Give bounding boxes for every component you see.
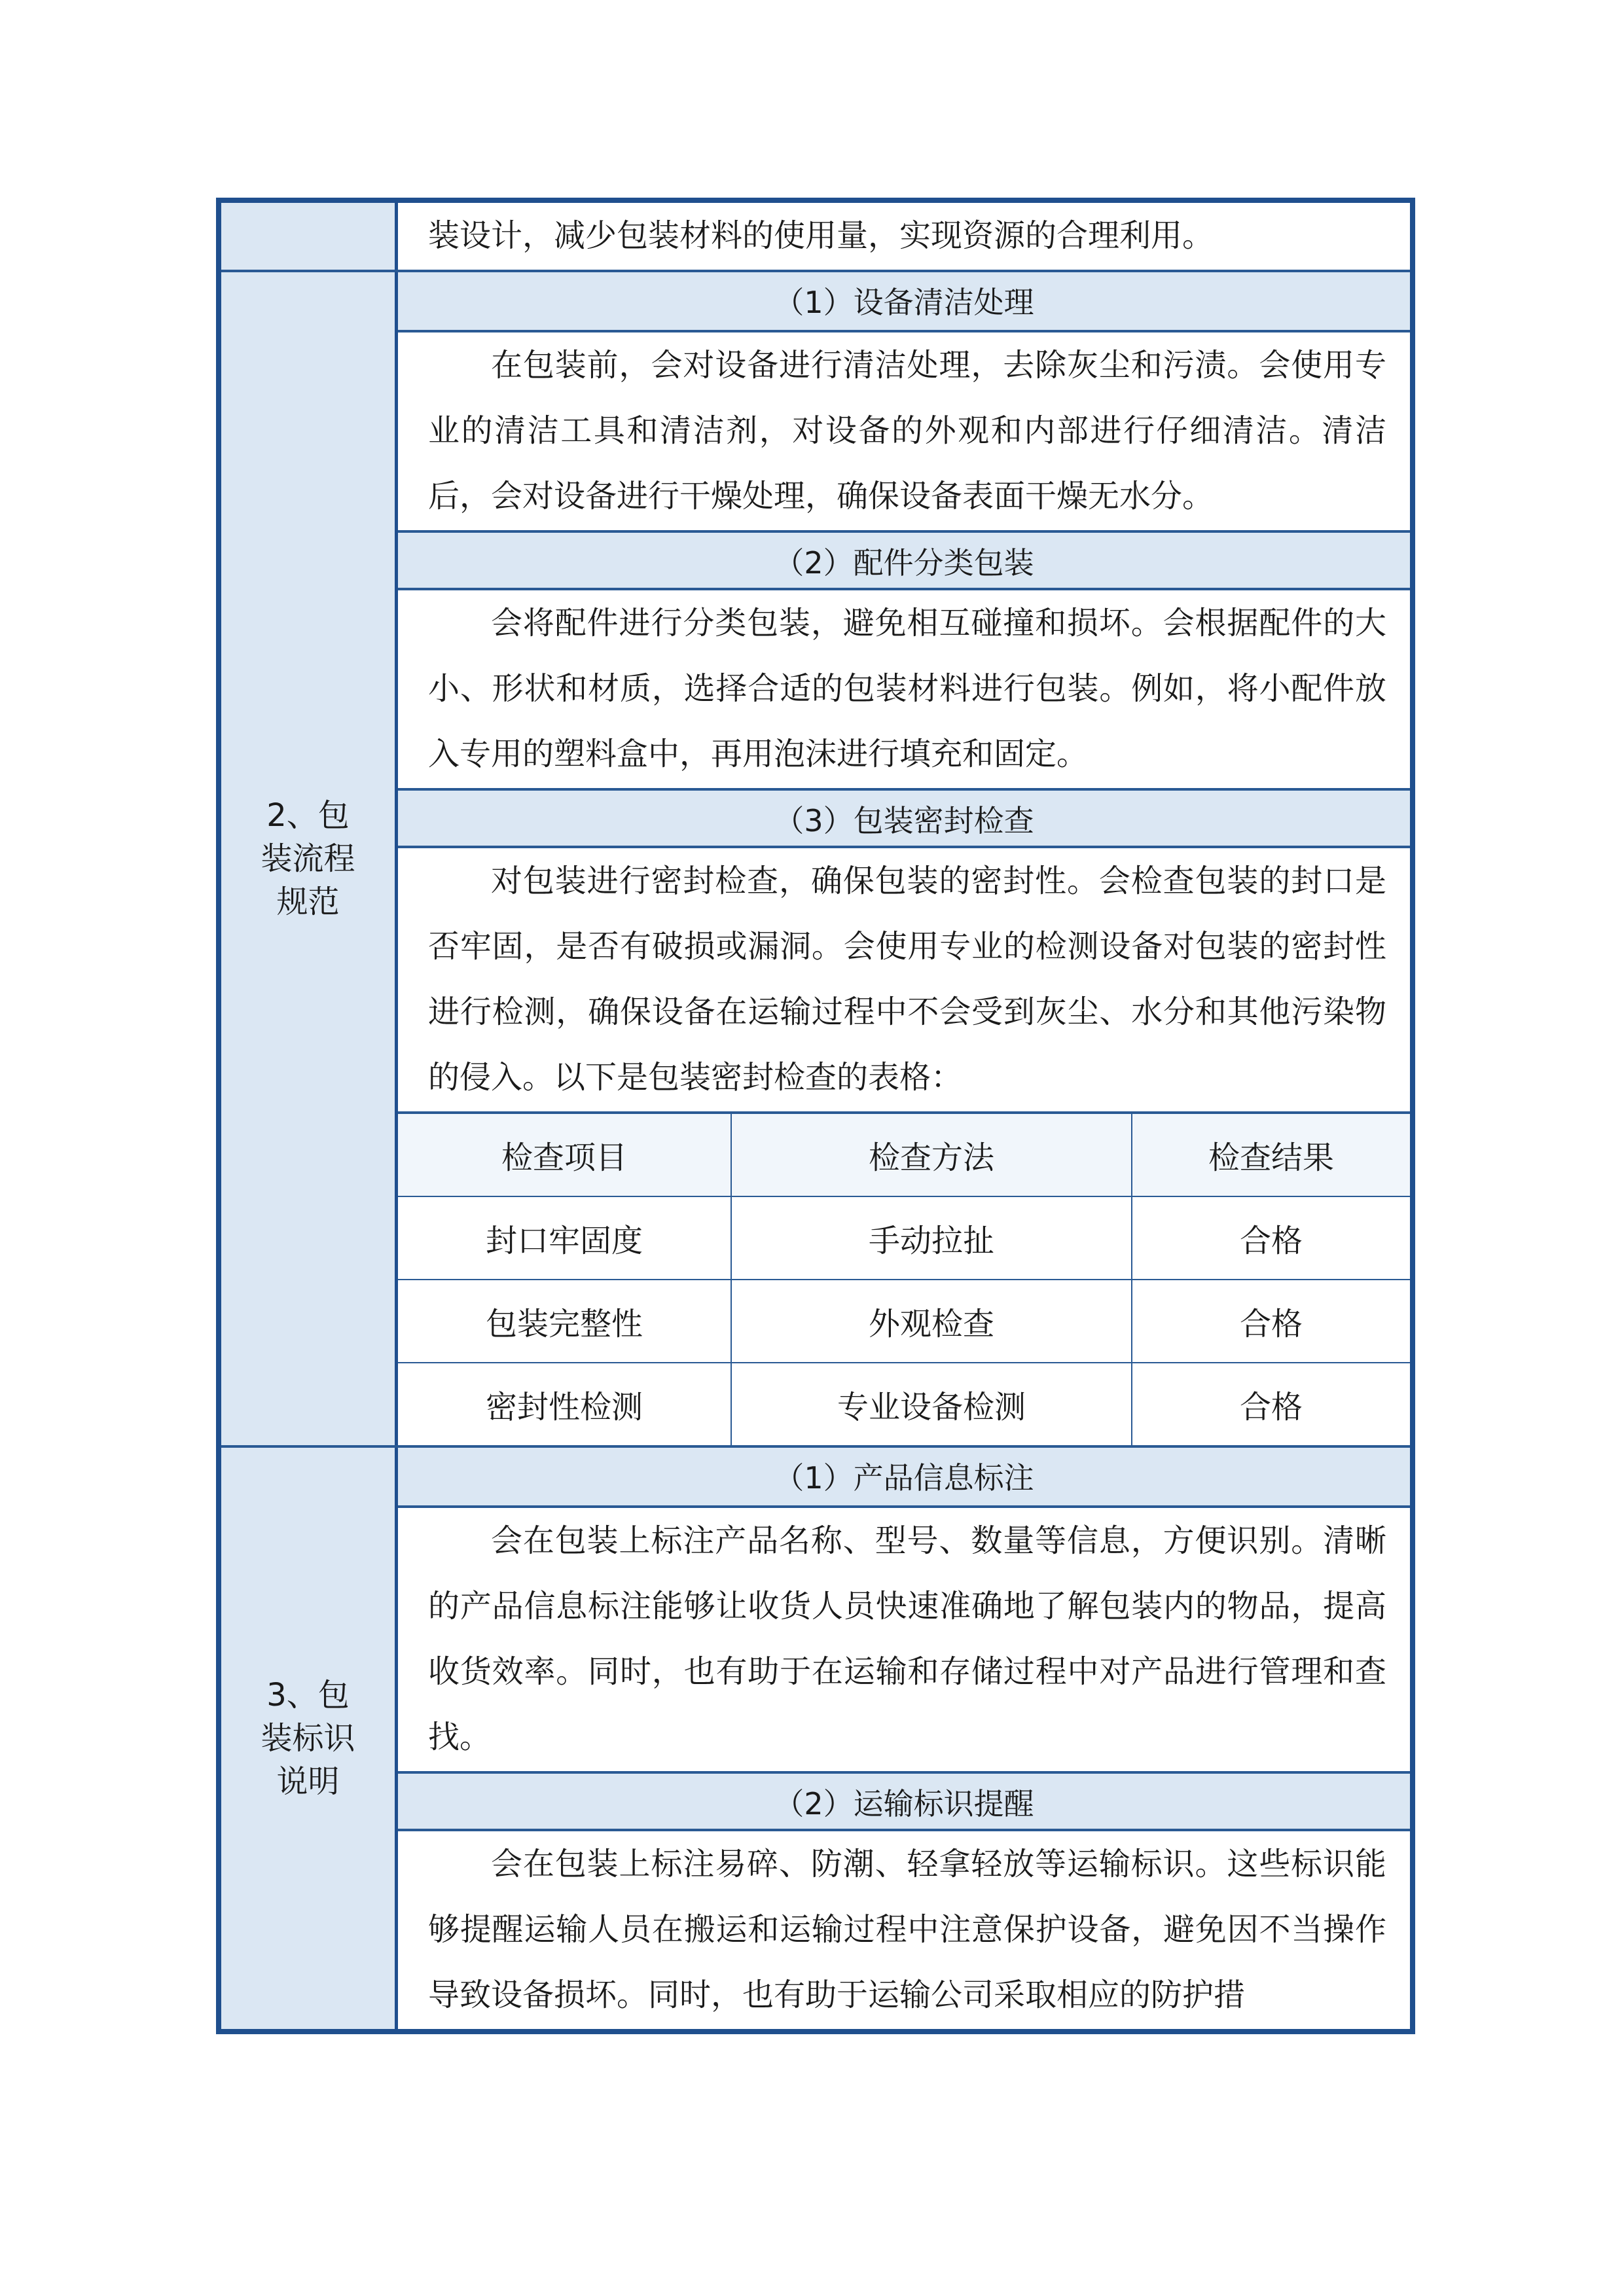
table-row [398,1196,1410,1280]
continuation-left-cell [221,203,398,270]
continuation-content [398,203,1410,270]
subsection-text-transport-marks: 会在包装上标注易碎、防潮、轻拿轻放等运输标识。这些标识能够提醒运输人员在搬运和运输过程中注意保护设备，避免因不当操作导致设备损坏。同时，也有助于运输公司采取相应的防护措 [428,1846,1386,2013]
subsection-title-product-info: （1）产品信息标注 [398,1448,1410,1508]
table-cell: 手动拉扯 [731,1196,1132,1280]
table-header-cell: 检查项目 [398,1113,731,1196]
table-row [398,1280,1410,1363]
table-cell: 外观检查 [731,1280,1132,1363]
continuation-text: 装设计，减少包装材料的使用量，实现资源的合理利用。 [428,217,1214,254]
table-cell: 密封性检测 [398,1363,731,1445]
table-header-cell: 检查结果 [1132,1113,1410,1196]
table-cell: 合格 [1132,1280,1410,1363]
section-packaging-process [221,270,1410,1445]
table-cell: 封口牢固度 [398,1196,731,1280]
section-label-cell [221,1448,398,2029]
section-content [398,272,1410,1445]
document-table [216,198,1415,2034]
subsection-text-seal-check: 对包装进行密封检查，确保包装的密封性。会检查包装的封口是否牢固，是否有破损或漏洞。会使用专业的检测设备对包装的密封性进行检测，确保设备在运输过程中不会受到灰尘、水分和其他污染物的侵入。以下是包装密封检查的表格： [428,863,1386,1096]
table-cell: 包装完整性 [398,1280,731,1363]
table-row [398,1363,1410,1445]
table-cell: 合格 [1239,1389,1303,1426]
subsection-title-accessories: （2）配件分类包装 [398,530,1410,590]
subsection-title-seal-check: （3）包装密封检查 [398,788,1410,848]
section-label: 2、包装流程规范 [261,797,355,920]
table-cell: 专业设备检测 [731,1363,1132,1445]
subsection-title-cleaning: （1）设备清洁处理 [398,272,1410,332]
section-packaging-labels [221,1445,1410,2029]
table-header-row [398,1113,1410,1196]
section-content [398,1448,1410,2029]
subsection-title-transport-marks: （2）运输标识提醒 [398,1771,1410,1831]
subsection-text-product-info: 会在包装上标注产品名称、型号、数量等信息，方便识别。清晰的产品信息标注能够让收货人员快速准确地了解包装内的物品，提高收货效率。同时，也有助于在运输和存储过程中对产品进行管理和查找。 [428,1522,1386,1755]
subsection-text-cleaning: 在包装前，会对设备进行清洁处理，去除灰尘和污渍。会使用专业的清洁工具和清洁剂，对设备的外观和内部进行仔细清洁。清洁后，会对设备进行干燥处理，确保设备表面干燥无水分。 [428,347,1386,514]
seal-check-table [398,1111,1410,1445]
section-label: 3、包装标识说明 [261,1677,355,1800]
section-label-cell [221,272,398,1445]
table-cell: 合格 [1132,1196,1410,1280]
subsection-text-accessories: 会将配件进行分类包装，避免相互碰撞和损坏。会根据配件的大小、形状和材质，选择合适的包装材料进行包装。例如，将小配件放入专用的塑料盒中，再用泡沫进行填充和固定。 [428,605,1386,772]
table-header-cell: 检查方法 [731,1113,1132,1196]
continuation-row [221,203,1410,270]
